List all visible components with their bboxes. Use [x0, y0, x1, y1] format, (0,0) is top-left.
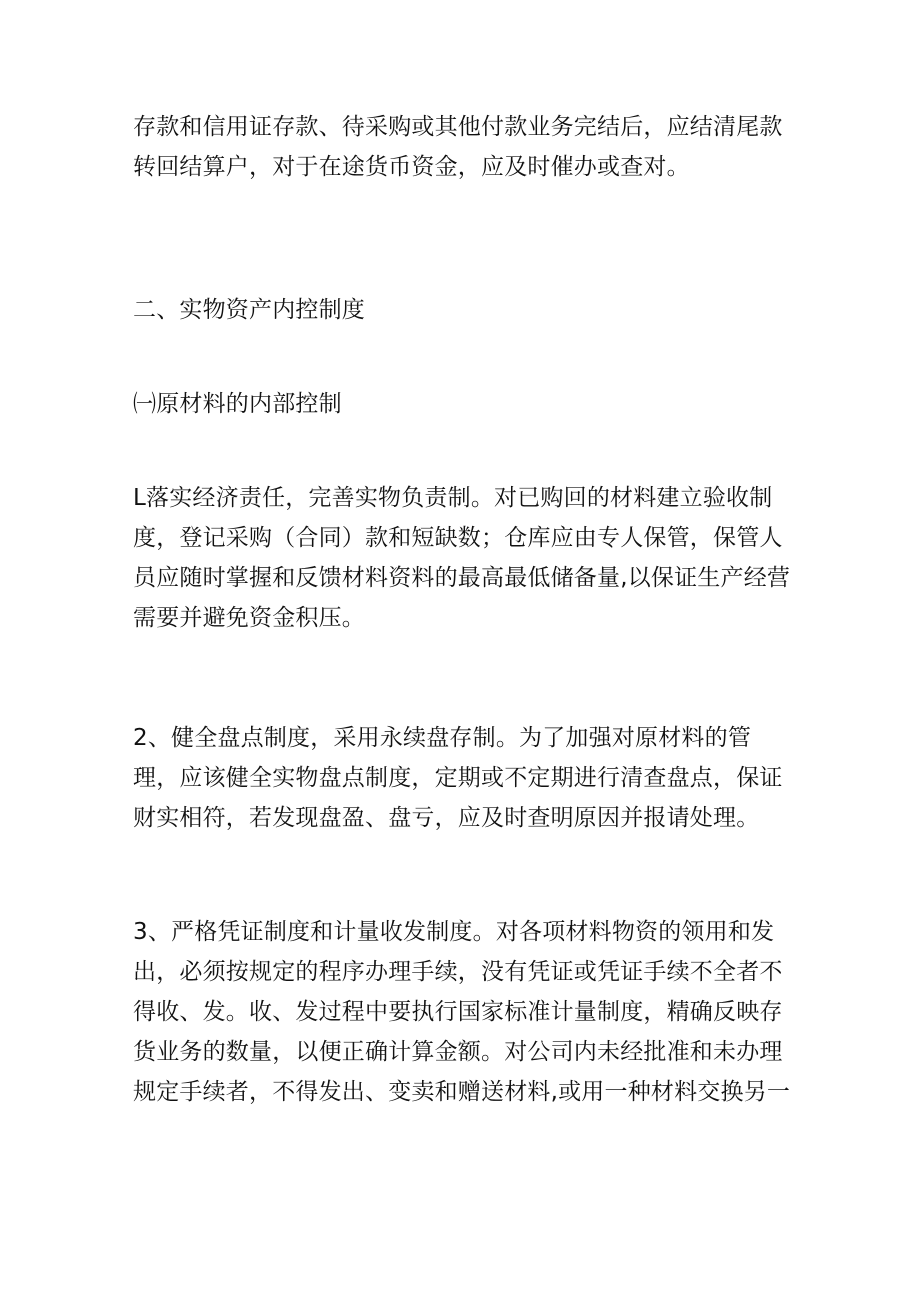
paragraph-line: 得收、发。收、发过程中要执行国家标准计量制度，精确反映存 [133, 999, 783, 1025]
paragraph-line: 理，应该健全实物盘点制度，定期或不定期进行清查盘点，保证 [133, 765, 783, 791]
subsection-heading [133, 384, 793, 424]
section-heading [133, 290, 793, 330]
paragraph-line: 存款和信用证存款、待采购或其他付款业务完结后，应结清尾款 [133, 114, 783, 140]
item-2-paragraph [133, 718, 793, 838]
paragraph-line: 员应随时掌握和反馈材料资料的最高最低储备量,以保证生产经营 [133, 565, 791, 591]
section-heading-text: 二、实物资产内控制度 [133, 297, 365, 323]
item-1-paragraph [133, 478, 793, 638]
paragraph-line: 转回结算户，对于在途货币资金，应及时催办或查对。 [133, 154, 690, 180]
paragraph-line: 财实相符，若发现盘盈、盘亏，应及时查明原因并报请处理。 [133, 805, 760, 831]
paragraph-line: 规定手续者，不得发出、变卖和赠送材料,或用一种材料交换另一 [133, 1079, 791, 1105]
paragraph-line: 度，登记采购（合同）款和短缺数；仓库应由专人保管，保管人 [133, 525, 783, 551]
paragraph-line: L落实经济责任，完善实物负责制。对已购回的材料建立验收制 [133, 485, 773, 511]
paragraph-line: 货业务的数量，以便正确计算金额。对公司内未经批准和未办理 [133, 1039, 783, 1065]
item-3-paragraph [133, 912, 793, 1112]
intro-paragraph [133, 107, 793, 187]
subsection-heading-text: ㈠原材料的内部控制 [133, 391, 342, 417]
paragraph-line: 3、严格凭证制度和计量收发制度。对各项材料物资的领用和发 [133, 919, 775, 945]
paragraph-line: 需要并避免资金积压。 [133, 605, 365, 631]
paragraph-line: 出，必须按规定的程序办理手续，没有凭证或凭证手续不全者不 [133, 959, 783, 985]
paragraph-line: 2、健全盘点制度，采用永续盘存制。为了加强对原材料的管 [133, 725, 752, 751]
